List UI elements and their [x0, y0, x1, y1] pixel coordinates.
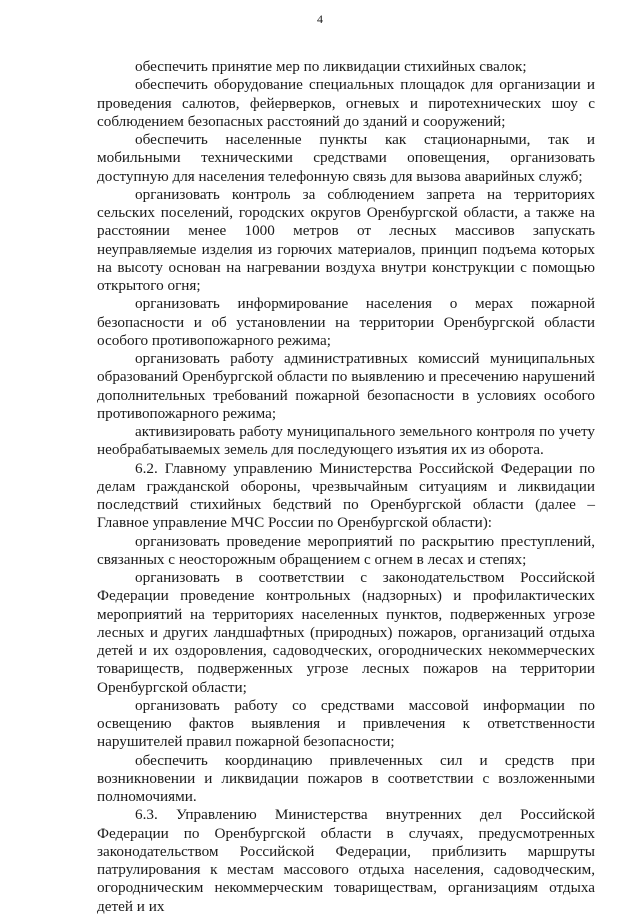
paragraph: активизировать работу муниципального земельного контроля по учету необрабатываемых земель для последующего изъятия их из оборота. [97, 423, 595, 459]
paragraph: организовать информирование населения о мерах пожарной безопасности и об установлении на территории Оренбургской области особого противопожарного режима; [97, 295, 595, 349]
paragraph: организовать работу административных комиссий муниципальных образований Оренбургской области по выявлению и пресечению нарушений дополнительных требований пожарной безопасности в условиях особого противопожарного режима; [97, 350, 595, 422]
paragraph-section-6-2: 6.2. Главному управлению Министерства Российской Федерации по делам гражданской обороны, чрезвычайным ситуациям и ликвидации последствий стихийных бедствий по Оренбургской области (далее – Главное управление МЧС России по Оренбургской области): [97, 459, 595, 532]
paragraph: организовать в соответствии с законодательством Российской Федерации проведение контрольных (надзорных) и профилактических мероприятий на территориях населенных пунктов, подверженных угрозе лесных и других ландшафтных (природных) пожаров, организаций отдыха детей и их оздоровления, садоводческих, огороднических некоммерческих товариществ, подверженных угрозе лесных пожаров на территории Оренбургской области; [97, 569, 595, 696]
paragraph: организовать работу со средствами массовой информации по освещению фактов выявления и привлечения к ответственности нарушителей правил пожарной безопасности; [97, 696, 595, 751]
paragraph: организовать контроль за соблюдением запрета на территориях сельских поселений, городских округов Оренбургской области, а также на расстоянии менее 1000 метров от лесных массивов запускать неуправляемые изделия из горючих материалов, принцип подъема которых на высоту основан на нагревании воздуха внутри конструкции с помощью открытого огня; [97, 185, 595, 294]
paragraph: обеспечить населенные пункты как стационарными, так и мобильными техническими средствами оповещения, организовать доступную для населения телефонную связь для вызова аварийных служб; [97, 131, 595, 185]
paragraph-section-6-3: 6.3. Управлению Министерства внутренних дел Российской Федерации по Оренбургской области в случаях, предусмотренных законодательством Российской Федерации, приблизить маршруты патрулирования к местам массового отдыха населения, садоводческим, огородническим некоммерческим товариществам, организациям отдыха детей и их [97, 806, 595, 915]
paragraph: обеспечить принятие мер по ликвидации стихийных свалок; [135, 58, 527, 75]
document-body [97, 58, 595, 916]
paragraph: обеспечить оборудование специальных площадок для организации и проведения салютов, фейерверков, огневых и пиротехнических шоу с соблюдением безопасных расстояний до зданий и сооружений; [97, 76, 595, 130]
paragraph: обеспечить координацию привлеченных сил и средств при возникновении и ликвидации пожаров в соответствии с возложенными полномочиями. [97, 751, 595, 805]
paragraph: организовать проведение мероприятий по раскрытию преступлений, связанных с неосторожным обращением с огнем в лесах и степях; [97, 532, 595, 568]
page-number: 4 [317, 12, 323, 26]
